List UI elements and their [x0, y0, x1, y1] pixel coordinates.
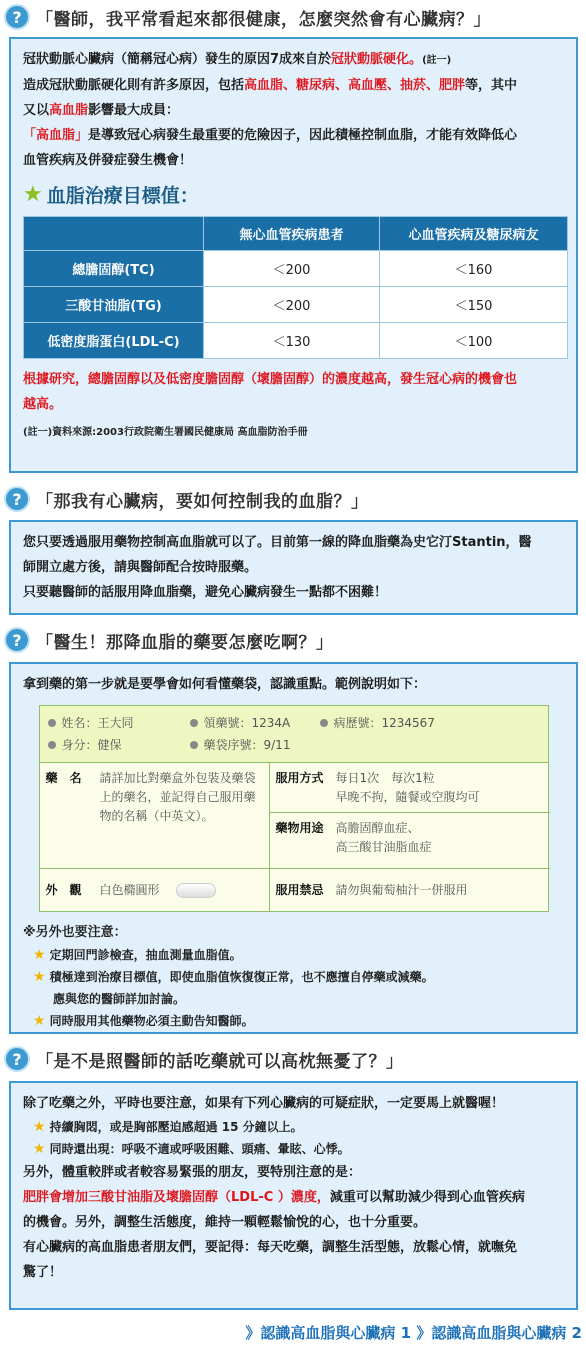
question-icon: ?	[4, 1046, 30, 1072]
patient-name: 姓名：王大同	[61, 716, 134, 730]
link-heart-disease-1[interactable]: 》認識高血脂與心臟病 1	[245, 1324, 412, 1342]
table-cell: ＜200	[204, 251, 380, 287]
answer-4-panel	[9, 1081, 578, 1310]
star-icon: ★	[33, 947, 46, 963]
table-cell: ＜200	[204, 287, 380, 323]
pickup-number: 領藥號：1234A	[203, 716, 291, 730]
star-icon: ★	[33, 969, 46, 985]
answer-4-line-5: 有心臟病的高血脂患者朋友們，要記得：每天吃藥，調整生活型態，放鬆心情，就嘸免	[23, 1240, 518, 1255]
table-cell: 低密度脂蛋白(LDL-C)	[24, 323, 204, 359]
star-icon: ★	[33, 1141, 46, 1157]
list-item: ★ 持續胸悶，或是胸部壓迫感超過 15 分鐘以上。	[23, 1116, 564, 1138]
record-number: 病歷號：1234567	[333, 716, 435, 730]
question-icon: ?	[4, 4, 30, 30]
table-row	[24, 287, 568, 323]
answer-3-panel	[9, 662, 578, 1034]
star-icon: ★	[33, 1119, 46, 1135]
source-note: (註一)資料來源:2003行政院衛生署國民健康局 高血脂防治手冊	[23, 427, 308, 438]
star-icon: ★	[33, 1013, 46, 1029]
answer-1-line-3: 又以高血脂影響最大成員：	[23, 103, 180, 118]
answer-4-line-1: 除了吃藥之外，平時也要注意，如果有下列心臟病的可疑症狀，一定要馬上就醫喔！	[23, 1096, 505, 1111]
answer-2-panel	[9, 520, 578, 615]
bullet-icon	[190, 741, 198, 749]
table-cell: 總膽固醇(TC)	[24, 251, 204, 287]
answer-2-line-1: 您只要透過服用藥物控制高血脂就可以了。目前第一線的降血脂藥為史它汀Stantin，醫	[23, 535, 532, 550]
answer-2-line-3: 只要聽醫師的話服用降血脂藥，避免心臟病發生一點都不困難！	[23, 585, 388, 600]
list-item: ★ 同時服用其他藥物必須主動告知醫師。	[23, 1010, 564, 1032]
attention-title: ※另外也要注意：	[23, 925, 127, 940]
table-header	[24, 217, 204, 251]
goal-title	[23, 181, 564, 208]
question-3-title: 「醫生！那降血脂的藥要怎麼吃啊？」	[36, 632, 334, 653]
table-header: 心血管疾病及糖尿病友	[380, 217, 568, 251]
list-item: ★ 積極達到治療目標值，即使血脂值恢復復正常，也不應擅自停藥或減藥。	[23, 966, 564, 988]
answer-1-line-5: 血管疾病及併發症發生機會！	[23, 153, 193, 168]
answer-1-line-4: 「高血脂」是導致冠心病發生最重要的危險因子，因此積極控制血脂，才能有效降低心	[23, 128, 518, 143]
table-row	[24, 323, 568, 359]
bullet-icon	[190, 719, 198, 727]
star-icon: ★	[23, 181, 43, 207]
lipid-target-table	[23, 216, 568, 359]
answer-4-line-2: 另外，體重較胖或者較容易緊張的朋友，要特別注意的是：	[23, 1165, 362, 1180]
link-heart-disease-2[interactable]: 》認識高血脂與心臟病 2	[416, 1324, 582, 1342]
answer-3-intro: 拿到藥的第一步就是要學會如何看懂藥袋，認識重點。範例說明如下：	[23, 677, 427, 692]
question-4-header	[4, 1044, 404, 1074]
answer-1-line-1: 冠狀動脈心臟病（簡稱冠心病）發生的原因7成來自於冠狀動脈硬化。(註一)	[23, 52, 452, 67]
answer-1-panel	[9, 37, 578, 473]
usage-cell: 服用方式 每日1次 每次1粒 早晚不拘，隨餐或空腹均可	[270, 763, 550, 813]
table-cell: ＜130	[204, 323, 380, 359]
question-icon: ?	[4, 486, 30, 512]
table-cell: ＜160	[380, 251, 568, 287]
question-3-header	[4, 625, 334, 655]
red-note-line-2: 越高。	[23, 397, 63, 412]
table-cell: ＜100	[380, 323, 568, 359]
bullet-icon	[320, 719, 328, 727]
answer-1-line-2: 造成冠狀動脈硬化則有許多原因，包括高血脂、糖尿病、高血壓、抽菸、肥胖等，其中	[23, 78, 518, 93]
question-4-title: 「是不是照醫師的話吃藥就可以高枕無憂了？」	[36, 1051, 404, 1072]
question-1-header	[4, 2, 491, 32]
table-row	[24, 251, 568, 287]
taboo-cell: 服用禁忌 請勿與葡萄柚汁一併服用	[275, 882, 468, 897]
attention-list	[23, 922, 564, 1032]
question-1-title: 「醫師，我平常看起來都很健康，怎麼突然會有心臟病？」	[36, 9, 491, 30]
patient-identity: 身分：健保	[61, 738, 122, 752]
list-item: ★ 定期回門診檢查，抽血測量血脂值。	[23, 944, 564, 966]
answer-4-line-6: 驚了！	[23, 1265, 63, 1280]
table-cell: 三酸甘油脂(TG)	[24, 287, 204, 323]
question-2-title: 「那我有心臟病，要如何控制我的血脂？」	[36, 491, 369, 512]
bullet-icon	[48, 741, 56, 749]
bullet-icon	[48, 719, 56, 727]
bag-header	[40, 706, 548, 763]
goal-title-text: 血脂治療目標值：	[46, 185, 199, 207]
medicine-bag-example	[39, 705, 549, 912]
question-2-header	[4, 484, 369, 514]
footer-links	[0, 1322, 582, 1343]
symptom-list	[23, 1116, 564, 1160]
red-note-line-1: 根據研究，總膽固醇以及低密度膽固醇（壞膽固醇）的濃度越高，發生冠心病的機會也	[23, 372, 518, 387]
pill-icon	[176, 883, 216, 898]
table-header: 無心血管疾病患者	[204, 217, 380, 251]
drug-name-cell: 藥 名 請詳加比對藥盒外包裝及藥袋上的藥名，並記得自己服用藥物的名稱（中英文）。	[40, 763, 270, 869]
bag-order-number: 藥袋序號：9/11	[203, 738, 291, 752]
list-item-continued: 應與您的醫師詳加討論。	[53, 992, 186, 1006]
question-icon: ?	[4, 627, 30, 653]
answer-4-line-4: 的機會。另外，調整生活態度，維持一顆輕鬆愉悅的心，也十分重要。	[23, 1215, 427, 1230]
list-item: ★ 同時還出現：呼吸不適或呼吸困難、頭痛、暈眩、心悸。	[23, 1138, 564, 1160]
appearance-cell: 外 觀 白色橢圓形	[40, 869, 270, 911]
table-cell: ＜150	[380, 287, 568, 323]
purpose-cell: 藥物用途 高膽固醇血症、 高三酸甘油脂血症	[270, 813, 550, 869]
answer-2-line-2: 師開立處方後，請與醫師配合按時服藥。	[23, 560, 258, 575]
answer-4-line-3: 肥胖會增加三酸甘油脂及壞膽固醇（LDL-C ）濃度，減重可以幫助減少得到心血管疾病	[23, 1190, 525, 1205]
